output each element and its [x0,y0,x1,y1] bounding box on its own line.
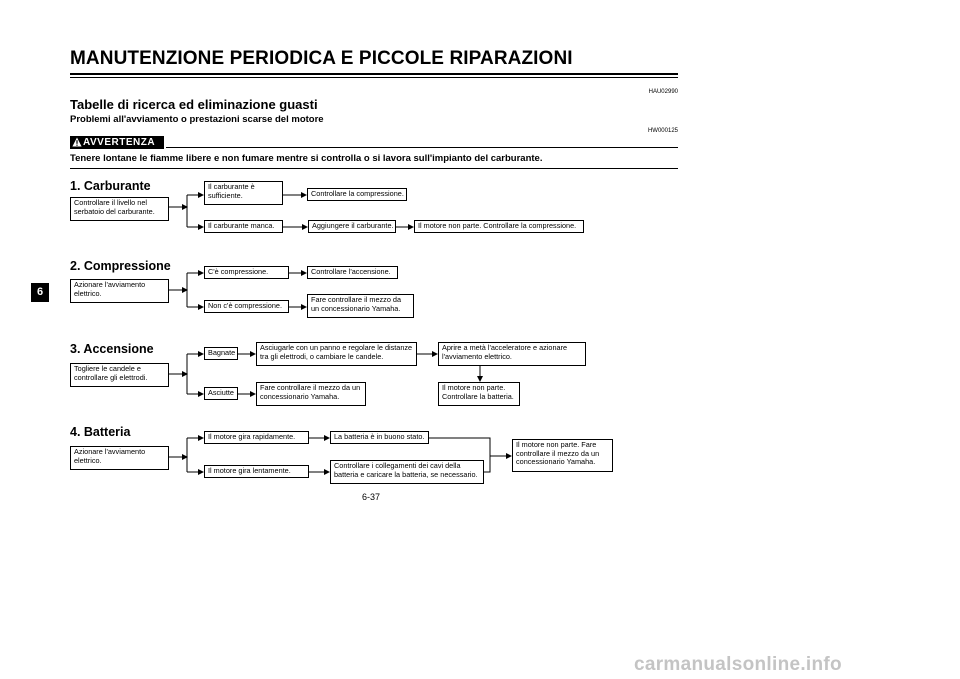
s3-branch1-box: Bagnate [204,347,238,360]
warning-text: Tenere lontane le fiamme libere e non fumare mentre si controlla o si lavora sull'impianto del carburante. [70,153,543,164]
s1-branch1-box: Il carburante è sufficiente. [204,181,283,205]
s2-branch2-next-box: Fare controllare il mezzo da un concessionario Yamaha. [307,294,414,318]
s3-branch2-box: Asciutte [204,387,238,400]
s1-branch1-next-box: Controllare la compressione. [307,188,407,201]
s3-branch1-next-box: Asciugarle con un panno e regolare le distanze tra gli elettrodi, o cambiare le candele. [256,342,417,366]
s4-branch2-box: Il motore gira lentamente. [204,465,309,478]
s1-start-box: Controllare il livello nel serbatoio del carburante. [70,197,169,221]
s1-branch2-next-box: Aggiungere il carburante. [308,220,396,233]
s3-branch2-next-box: Fare controllare il mezzo da un concessionario Yamaha. [256,382,366,406]
s3-branch1-next3-box: Il motore non parte. Controllare la batteria. [438,382,520,406]
s4-end-box: Il motore non parte. Fare controllare il mezzo da un concessionario Yamaha. [512,439,613,472]
s1-branch2-box: Il carburante manca. [204,220,283,233]
s2-branch1-box: C'è compressione. [204,266,289,279]
section-title: Tabelle di ricerca ed eliminazione guasti [70,97,318,112]
reference-code: HAU02990 [648,89,678,95]
section-2-title: 2. Compressione [70,259,171,273]
section-1-title: 1. Carburante [70,179,151,193]
subsection-title: Problemi all'avviamento o prestazioni scarse del motore [70,114,324,125]
warning-code: HW000125 [647,128,678,134]
s4-branch1-next-box: La batteria è in buono stato. [330,431,429,444]
page-title: MANUTENZIONE PERIODICA E PICCOLE RIPARAZIONI [70,48,573,69]
s4-start-box: Azionare l'avviamento elettrico. [70,446,169,470]
s1-branch2-next2-box: Il motore non parte. Controllare la compressione. [414,220,584,233]
s2-branch1-next-box: Controllare l'accensione. [307,266,398,279]
s4-branch2-next-box: Controllare i collegamenti dei cavi della batteria e caricare la batteria, se necessario. [330,460,484,484]
chapter-tab: 6 [31,283,49,302]
s4-branch1-box: Il motore gira rapidamente. [204,431,309,444]
s2-branch2-box: Non c'è compressione. [204,300,289,313]
section-3-title: 3. Accensione [70,342,154,356]
page-number: 6-37 [362,492,381,502]
s3-branch1-next2-box: Aprire a metà l'acceleratore e azionare l'avviamento elettrico. [438,342,586,366]
section-4-title: 4. Batteria [70,425,131,439]
s3-start-box: Togliere le candele e controllare gli elettrodi. [70,363,169,387]
watermark: carmanualsonline.info [634,654,842,675]
s2-start-box: Azionare l'avviamento elettrico. [70,279,169,303]
warning-label: AVVERTENZA [83,137,156,148]
